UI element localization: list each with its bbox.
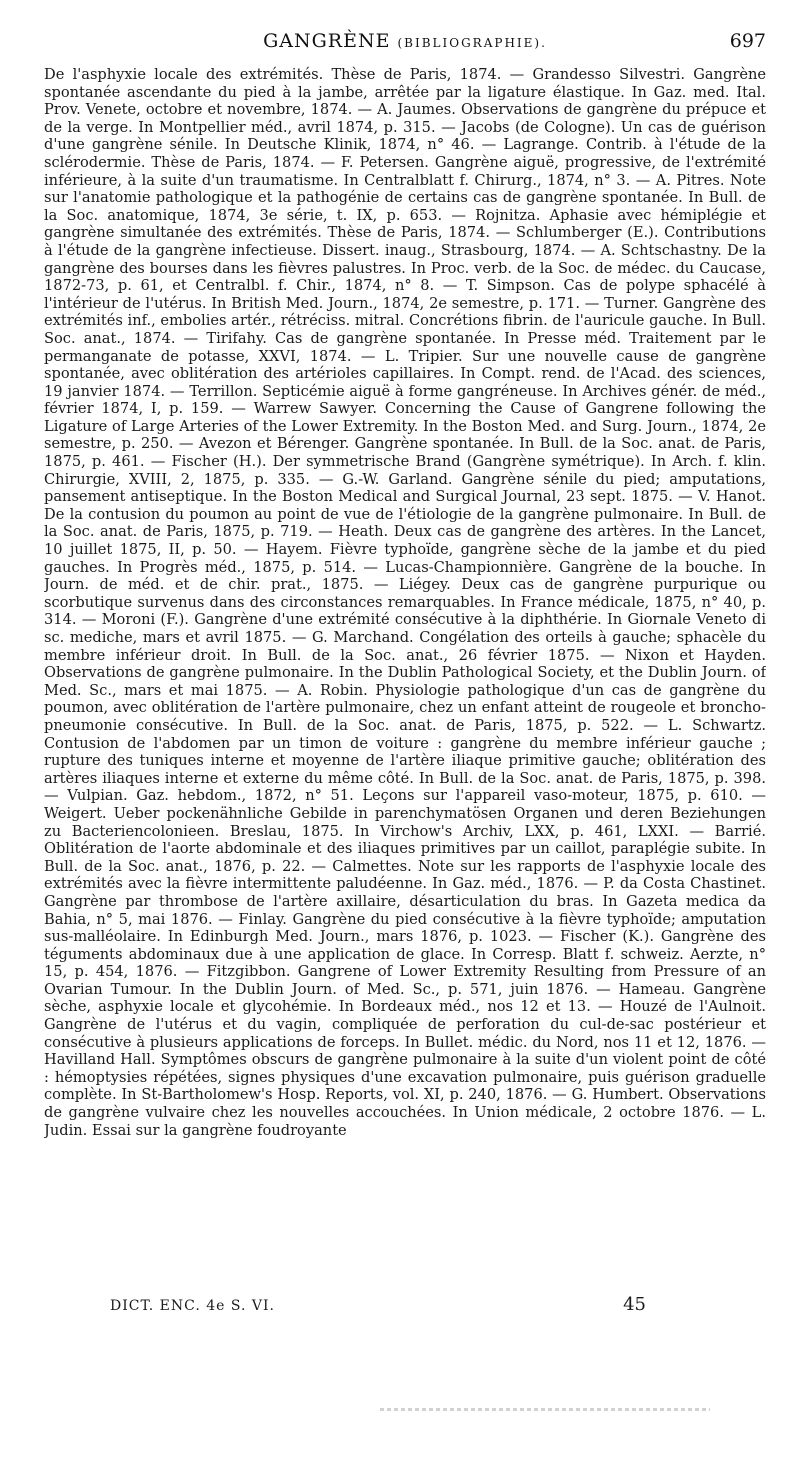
- page-number: 697: [729, 30, 766, 52]
- running-title: [44, 30, 766, 52]
- bibliography-paragraph: De l'asphyxie locale des extrémités. Thèse de Paris, 1874. — Grandesso Silvestri. Gangrène spontanée ascendante du pied à la jambe, arrêtée par la ligature élastique. In Gaz. med. Ital. Prov. Venete, octobre et novembre, 1874. — A. Jaumes. Observations de gangrène du prépuce et de la verge. In Montpellier méd., avril 1874, p. 315. — Jacobs (de Cologne). Un cas de guérison d'une gangrène sénile. In Deutsche Klinik, 1874, n° 46. — Lagrange. Contrib. à l'étude de la sclérodermie. Thèse de Paris, 1874. — F. Petersen. Gangrène aiguë, progressive, de l'extrémité inférieure, à la suite d'un traumatisme. In Centralblatt f. Chirurg., 1874, n° 3. — A. Pitres. Note sur l'anatomie pathologique et la pathogénie de certains cas de gangrène spontanée. In Bull. de la Soc. anatomique, 1874, 3e série, t. IX, p. 653. — Rojnitza. Aphasie avec hémiplégie et gangrène simultanée des extrémités. Thèse de Paris, 1874. — Schlumberger (E.). Contributions à l'étude de la gangrène infectieuse. Dissert. inaug., Strasbourg, 1874. — A. Schtschastny. De la gangrène des bourses dans les fièvres palustres. In Proc. verb. de la Soc. de médec. du Caucase, 1872-73, p. 61, et Centralbl. f. Chir., 1874, n° 8. — T. Simpson. Cas de polype sphacélé à l'intérieur de l'utérus. In British Med. Journ., 1874, 2e semestre, p. 171. — Turner. Gangrène des extrémités inf., embolies artér., rétréciss. mitral. Concrétions fibrin. de l'auricule gauche. In Bull. Soc. anat., 1874. — Tirifahy. Cas de gangrène spontanée. In Presse méd. Traitement par le permanganate de potasse, XXVI, 1874. — L. Tripier. Sur une nouvelle cause de gangrène spontanée, avec oblitération des artérioles capillaires. In Compt. rend. de l'Acad. des sciences, 19 janvier 1874. — Terrillon. Septicémie aiguë à forme gangréneuse. In Archives génér. de méd., février 1874, I, p. 159. — Warrew Sawyer. Concerning the Cause of Gangrene following the Ligature of Large Arteries of the Lower Extremity. In the Boston Med. and Surg. Journ., 1874, 2e semestre, p. 250. — Avezon et Bérenger. Gangrène spontanée. In Bull. de la Soc. anat. de Paris, 1875, p. 461. — Fischer (H.). Der symmetrische Brand (Gangrène symétrique). In Arch. f. klin. Chirurgie, XVIII, 2, 1875, p. 335. — G.-W. Garland. Gangrène sénile du pied; amputations, pansement antiseptique. In the Boston Medical and Surgical Journal, 23 sept. 1875. — V. Hanot. De la contusion du poumon au point de vue de l'étiologie de la gangrène pulmonaire. In Bull. de la Soc. anat. de Paris, 1875, p. 719. — Heath. Deux cas de gangrène des artères. In the Lancet, 10 juillet 1875, II, p. 50. — Hayem. Fièvre typhoïde, gangrène sèche de la jambe et du pied gauches. In Progrès méd., 1875, p. 514. — Lucas-Championnière. Gangrène de la bouche. In Journ. de méd. et de chir. prat., 1875. — Liégey. Deux cas de gangrène purpurique ou scorbutique survenus dans des circonstances remarquables. In France médicale, 1875, n° 40, p. 314. — Moroni (F.). Gangrène d'une extrémité consécutive à la diphthérie. In Giornale Veneto di sc. mediche, mars et avril 1875. — G. Marchand. Congélation des orteils à gauche; sphacèle du membre inférieur droit. In Bull. de la Soc. anat., 26 février 1875. — Nixon et Hayden. Observations de gangrène pulmonaire. In the Dublin Pathological Society, et the Dublin Journ. of Med. Sc., mars et mai 1875. — A. Robin. Physiologie pathologique d'un cas de gangrène du poumon, avec oblitération de l'artère pulmonaire, chez un enfant atteint de rougeole et broncho-pneumonie consécutive. In Bull. de la Soc. anat. de Paris, 1875, p. 522. — L. Schwartz. Contusion de l'abdomen par un timon de voiture : gangrène du membre inférieur gauche ; rupture des tuniques interne et moyenne de l'artère iliaque primitive gauche; oblitération des artères iliaques interne et externe du même côté. In Bull. de la Soc. anat. de Paris, 1875, p. 398. — Vulpian. Gaz. hebdom., 1872, n° 51. Leçons sur l'appareil vaso-moteur, 1875, p. 610. — Weigert. Ueber pockenähnliche Gebilde in parenchymatösen Organen und deren Beziehungen zu Bacteriencolonieen. Breslau, 1875. In Virchow's Archiv, LXX, p. 461, LXXI. — Barrié. Oblitération de l'aorte abdominale et des iliaques primitives par un caillot, paraplégie subite. In Bull. de la Soc. anat., 1876, p. 22. — Calmettes. Note sur les rapports de l'asphyxie locale des extrémités avec la fièvre intermittente paludéenne. In Gaz. méd., 1876. — P. da Costa Chastinet. Gangrène par thrombose de l'artère axillaire, désarticulation du bras. In Gazeta medica da Bahia, n° 5, mai 1876. — Finlay. Gangrène du pied consécutive à la fièvre typhoïde; amputation sus-malléolaire. In Edinburgh Med. Journ., mars 1876, p. 1023. — Fischer (K.). Gangrène des téguments abdominaux due à une application de glace. In Corresp. Blatt f. schweiz. Aerzte, n° 15, p. 454, 1876. — Fitzgibbon. Gangrene of Lower Extremity Resulting from Pressure of an Ovarian Tumour. In the Dublin Journ. of Med. Sc., p. 571, juin 1876. — Hameau. Gangrène sèche, asphyxie locale et glycohémie. In Bordeaux méd., nos 12 et 13. — Houzé de l'Aulnoit. Gangrène de l'utérus et du vagin, compliquée de perforation du cul-de-sac postérieur et consécutive à plusieurs applications de forceps. In Bullet. médic. du Nord, nos 11 et 12, 1876. — Havilland Hall. Symptômes obscurs de gangrène pulmonaire à la suite d'un violent point de côté : hémoptysies répétées, signes physiques d'une excavation pulmonaire, puis guérison graduelle complète. In St-Bartholomew's Hosp. Reports, vol. XI, p. 240, 1876. — G. Humbert. Observations de gangrène vulvaire chez les nouvelles accouchées. In Union médicale, 2 octobre 1876. — L. Judin. Essai sur la gangrène foudroyante: [44, 66, 766, 1139]
- page-footer: [44, 1292, 766, 1322]
- bleed-through-marks: [380, 1408, 710, 1411]
- sheet-number: 45: [623, 1294, 646, 1315]
- dictionary-page: [44, 26, 766, 1456]
- title-subtitle: (BIBLIOGRAPHIE).: [397, 36, 547, 50]
- signature-mark: DICT. ENC. 4e S. VI.: [110, 1298, 275, 1314]
- title-main: GANGRÈNE: [263, 30, 391, 52]
- bibliography-text: [44, 66, 766, 1288]
- running-header: [44, 26, 766, 60]
